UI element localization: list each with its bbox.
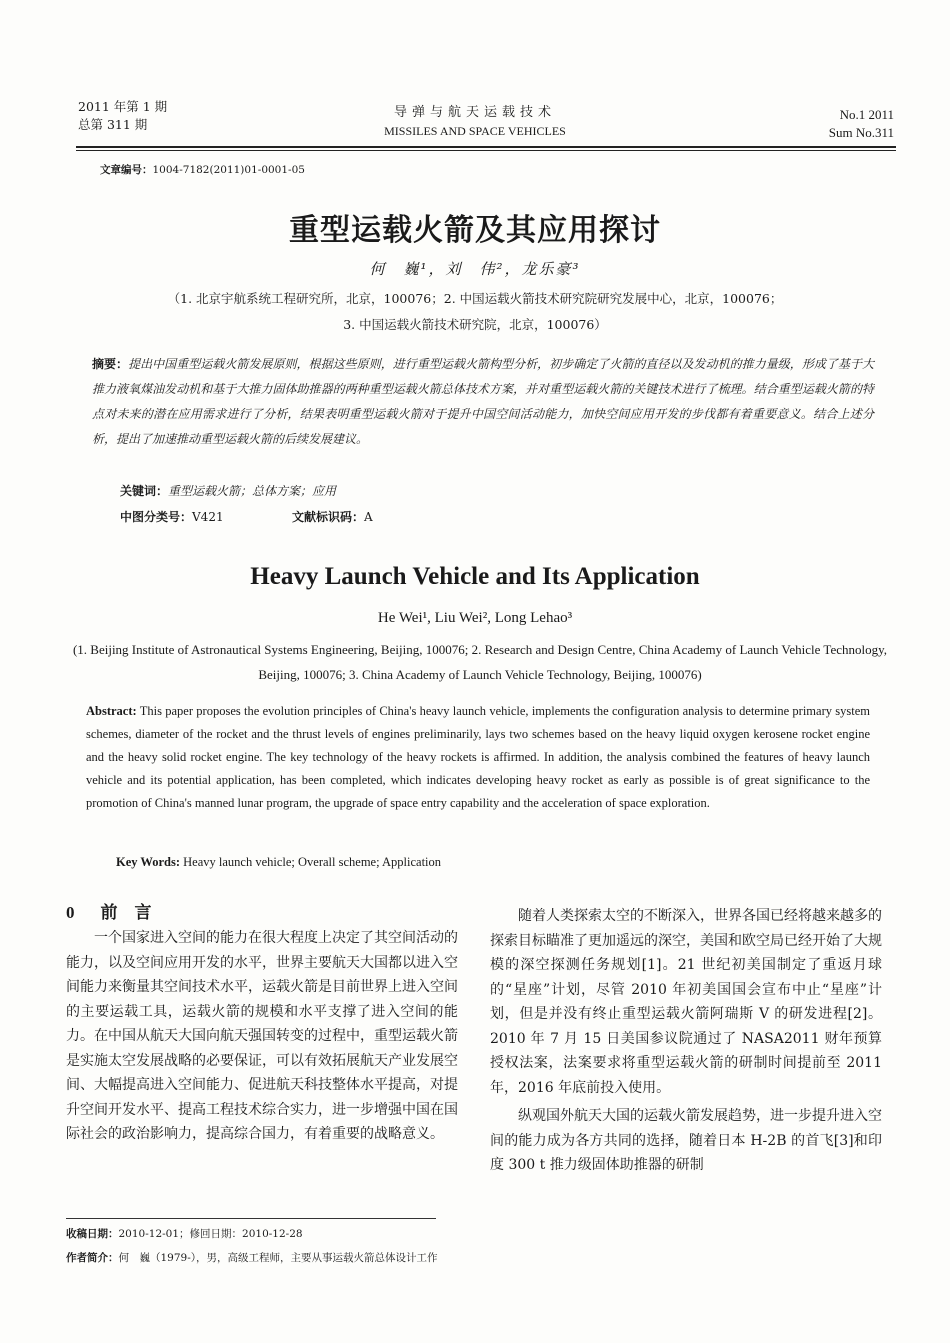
section-number: 0: [66, 903, 75, 922]
keywords-en: [116, 855, 441, 870]
header-rule-thin: [76, 150, 896, 151]
affiliation-cn-line: 3. 中国运载火箭技术研究院，北京，100076）: [343, 317, 607, 332]
keywords-cn-text: 重型运载火箭；总体方案；应用: [168, 484, 337, 498]
body-paragraph: 随着人类探索太空的不断深入，世界各国已经将越来越多的探索目标瞄准了更加遥远的深空，美国和欧空局已经开始了大规模的深空探测任务规划[1]。21 世纪初美国制定了重返月球的“星座”计划，尽管 2010 年初美国国会宣布中止“星座”计划，但是并没有终止重型运载火箭阿瑞斯 V 的研发进程[2]。2010 年 7 月 15 日美国参议院通过了 NASA2011 财年预算授权法案，法案要求将重型运载火箭的研制时间提前至 2011 年，2016 年底前投入使用。: [490, 908, 882, 1096]
body-paragraph: 纵观国外航天大国的运载火箭发展趋势，进一步提升进入空间的能力成为各方共同的选择，随着日本 H-2B 的首飞[3]和印度 300 t 推力级固体助推器的研制: [490, 1108, 882, 1173]
document-code: [292, 508, 373, 525]
title-en: Heavy Launch Vehicle and Its Application: [250, 563, 700, 590]
title-cn: 重型运载火箭及其应用探讨: [289, 213, 661, 248]
abstract-cn-label: 摘要：: [92, 357, 129, 371]
article-number-label: 文章编号：: [100, 164, 153, 176]
body-paragraph: 一个国家进入空间的能力在很大程度上决定了其空间活动的能力，以及空间应用开发的水平，世界主要航天大国都以进入空间能力来衡量其空间技术水平，运载火箭是目前世界上进入空间的主要运载工具，运载火箭的规模和水平支撑了进入空间的能力。在中国从航天大国向航天强国转变的过程中，重型运载火箭是实施太空发展战略的必要保证，可以有效拓展航天产业发展空间、大幅提高进入空间能力、促进航天科技整体水平提高，对提升空间开发水平、提高工程技术综合实力，进一步增强中国在国际社会的政治影响力，提高综合国力，有着重要的战略意义。: [66, 930, 458, 1142]
issue-info-en: [829, 106, 894, 142]
header-rule-thick: [76, 146, 896, 148]
body-column-left: [66, 926, 458, 1147]
footnote-received: [66, 1226, 303, 1241]
journal-name-cn: 导弹与航天运载技术: [393, 105, 556, 120]
footnote-rule: [66, 1218, 436, 1219]
keywords-en-label: Key Words:: [116, 855, 181, 869]
journal-name: [0, 103, 950, 141]
affiliation-cn: [0, 286, 950, 338]
issue-number-en: No.1 2011: [839, 107, 894, 122]
keywords-cn-label: 关键词：: [120, 484, 169, 498]
document-code-value: A: [364, 510, 373, 524]
article-number: [100, 162, 305, 177]
affiliation-en: (1. Beijing Institute of Astronautical Systems Engineering, Beijing, 100076; 2. Research and Design Centre, China Academy of Launch Vehicle Technology, Beijing, 100076; 3. China Academy of Launch Vehicle Technology, Beijing, 100076): [72, 642, 888, 682]
affiliation-cn-line: （1. 北京宇航系统工程研究所，北京，100076；2. 中国运载火箭技术研究院研究发展中心，北京，100076；: [167, 291, 783, 306]
authors-cn: 何 巍¹，刘 伟²，龙乐豪³: [369, 260, 581, 278]
clc-number: [120, 508, 224, 525]
footnote-received-label: 收稿日期：: [66, 1228, 119, 1240]
footnote-author-text: 何 巍（1979-），男，高级工程师，主要从事运载火箭总体设计工作: [118, 1252, 438, 1264]
article-number-value: 1004-7182(2011)01-0001-05: [152, 164, 305, 176]
keywords-en-text: Heavy launch vehicle; Overall scheme; Application: [183, 855, 442, 869]
sum-number-en: Sum No.311: [828, 125, 894, 140]
abstract-en: [86, 700, 870, 815]
abstract-cn: [92, 352, 874, 452]
footnote-author: [66, 1250, 438, 1265]
footnote-author-label: 作者简介：: [66, 1252, 119, 1264]
section-heading: [66, 898, 152, 923]
section-title: 前 言: [100, 903, 152, 923]
total-issue-cn: 总第 311 期: [78, 117, 148, 132]
authors-en: He Wei¹, Liu Wei², Long Lehao³: [377, 610, 573, 626]
journal-name-en: MISSILES AND SPACE VEHICLES: [384, 124, 566, 138]
body-column-right: [490, 904, 882, 1178]
abstract-cn-text: 提出中国重型运载火箭发展原则，根据这些原则，进行重型运载火箭构型分析，初步确定了火箭的直径以及发动机的推力量级，形成了基于大推力液氧煤油发动机和基于大推力固体助推器的两种重型运载火箭总体技术方案，并对重型运载火箭的关键技术进行了梳理。结合重型运载火箭的特点对未来的潜在应用需求进行了分析，结果表明重型运载火箭对于提升中国空间活动能力，加快空间应用开发的步伐都有着重要意义。结合上述分析，提出了加速推动重型运载火箭的后续发展建议。: [92, 357, 874, 446]
issue-number-cn: 2011 年第 1 期: [78, 99, 168, 114]
keywords-cn: [120, 482, 336, 499]
clc-value: V421: [192, 510, 224, 524]
clc-label: 中图分类号：: [120, 510, 193, 524]
abstract-en-text: This paper proposes the evolution principles of China's heavy launch vehicle, implements the configuration analysis to determine primary system schemes, diameter of the rocket and the thrust levels of engines preliminarily, lays two schemes based on the heavy liquid oxygen kerosene rocket engine and the heavy solid rocket engine. The key technology of the heavy rockets is affirmed. In addition, the analysis combined the features of heavy launch vehicle and its potential application, has been completed, which indicates developing heavy rocket as early as possible is of great significance to the promotion of China's manned lunar program, the upgrade of space entry capability and the acceleration of space exploration.: [86, 704, 870, 810]
document-code-label: 文献标识码：: [292, 510, 365, 524]
abstract-en-label: Abstract:: [86, 704, 137, 718]
footnote-received-text: 2010-12-01；修回日期：2010-12-28: [118, 1228, 303, 1240]
